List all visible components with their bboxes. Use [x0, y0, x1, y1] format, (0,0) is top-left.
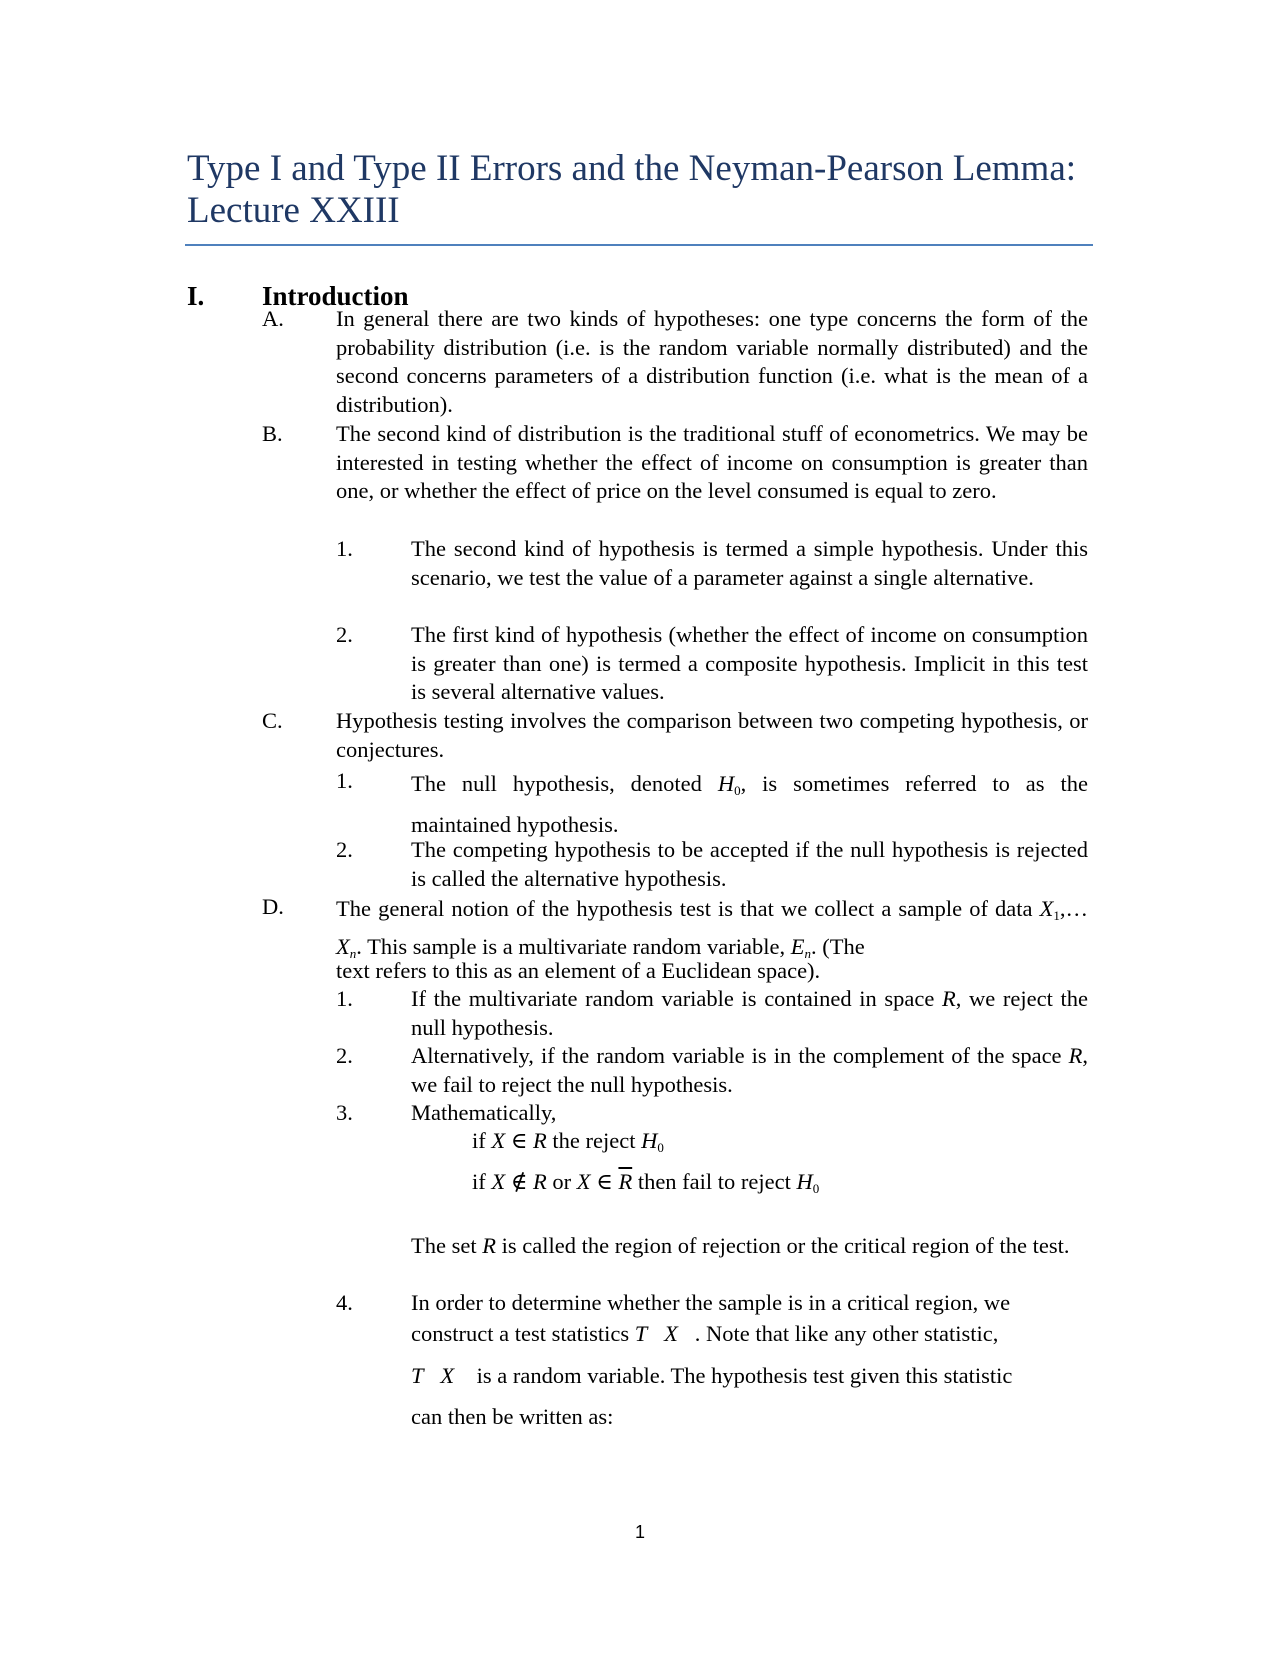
formula-reject: if X ∈ R the reject $H_0$ [472, 1128, 664, 1155]
paragraph-b1: The second kind of hypothesis is termed a simple hypothesis. Under this scenario, we test the value of a parameter against a single alternative. [411, 536, 1088, 590]
paragraph-d: The general notion of the hypothesis test is that we collect a sample of data $X_1,\dots X_n$. This sample is a multivariate random variable, $E_n$. (The [336, 896, 1088, 961]
paragraph-c1: The null hypothesis, denoted $H_0$, is sometimes referred to as the maintained hypothesis. [411, 771, 1088, 837]
item-label-b2: 2. [336, 622, 353, 647]
page-number: 1 [634, 1522, 645, 1542]
paragraph-b: The second kind of distribution is the traditional stuff of econometrics. We may be interested in testing whether the effect of income on consumption is greater than one, or whether the effect of price on the level consumed is equal to zero. [336, 421, 1088, 504]
paragraph-d4-line1: In order to determine whether the sample is in a critical region, we [411, 1290, 1011, 1315]
section-title: Introduction [262, 281, 409, 311]
paragraph-d4-line4: can then be written as: [411, 1404, 614, 1429]
paragraph-d-continued: text refers to this as an element of a Euclidean space). [336, 958, 821, 983]
item-label-c: C. [262, 708, 283, 733]
title-rule [185, 244, 1093, 246]
item-label-a: A. [262, 306, 284, 331]
paragraph-d1: If the multivariate random variable is contained in space R, we reject the null hypothesis. [411, 986, 1088, 1040]
item-label-d: D. [262, 894, 284, 919]
paragraph-d2: Alternatively, if the random variable is in the complement of the space R, we fail to reject the null hypothesis. [411, 1043, 1088, 1097]
paragraph-d4-line3: T X is a random variable. The hypothesis test given this statistic [411, 1363, 1013, 1388]
paragraph-b2: The first kind of hypothesis (whether the effect of income on consumption is greater than one) is termed a composite hypothesis. Implicit in this test is several alternative values. [411, 622, 1088, 705]
item-label-c2: 2. [336, 837, 353, 862]
page-title: Type I and Type II Errors and the Neyman-Pearson Lemma: Lecture XXIII [187, 148, 1077, 231]
item-label-d2: 2. [336, 1043, 353, 1068]
paragraph-c: Hypothesis testing involves the comparison between two competing hypothesis, or conjectures. [336, 708, 1088, 762]
item-label-c1: 1. [336, 768, 353, 793]
item-label-d1: 1. [336, 986, 353, 1011]
item-label-d4: 4. [336, 1290, 353, 1315]
paragraph-d3: Mathematically, [411, 1100, 557, 1125]
item-label-b1: 1. [336, 536, 353, 561]
paragraph-c2: The competing hypothesis to be accepted if the null hypothesis is rejected is called the alternative hypothesis. [411, 837, 1088, 891]
item-label-b: B. [262, 421, 283, 446]
paragraph-a: In general there are two kinds of hypotheses: one type concerns the form of the probability distribution (i.e. is the random variable normally distributed) and the second concerns parameters of a distribution function (i.e. what is the mean of a distribution). [336, 306, 1088, 417]
item-label-d3: 3. [336, 1100, 353, 1125]
paragraph-critical-region: The set R is called the region of rejection or the critical region of the test. [411, 1233, 1070, 1258]
section-number: I. [187, 281, 205, 311]
paragraph-d4-line2: construct a test statistics T X . Note that like any other statistic, [411, 1321, 999, 1346]
formula-fail-to-reject: if X ∉ R or X ∈ $\overline{R}$ then fail to reject $H_0$ [472, 1169, 820, 1196]
